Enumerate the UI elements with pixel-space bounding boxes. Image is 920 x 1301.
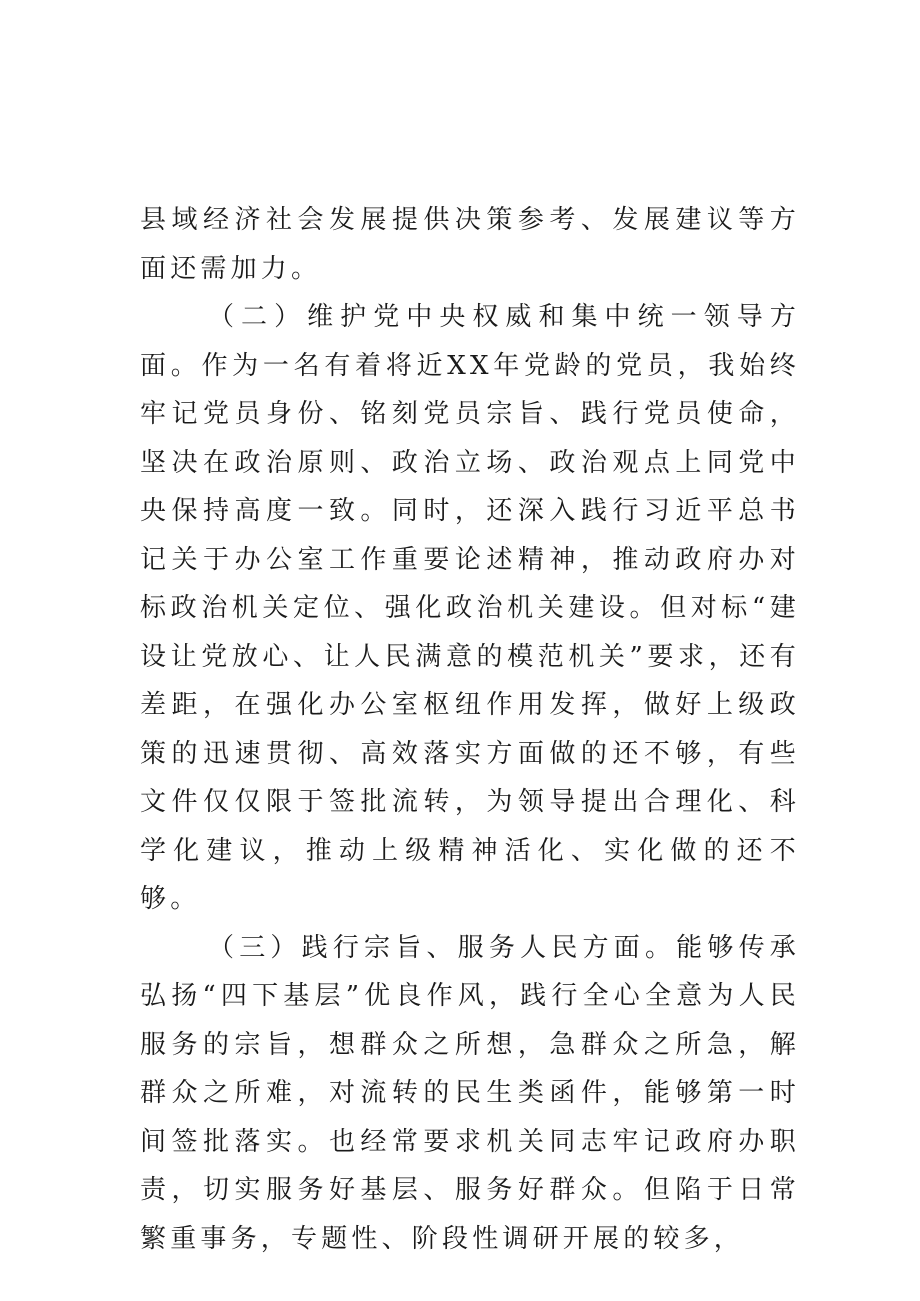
paragraph-section-3: （三）践行宗旨、服务人民方面。能够传承弘扬“四下基层”优良作风，践行全心全意为人民服务的宗旨，想群众之所想，急群众之所急，解群众之所难，对流转的民生类函件，能够第一时间签批落实。也经常要求机关同志牢记政府办职责，切实服务好基层、服务好群众。但陷于日常繁重事务，专题性、阶段性调研开展的较多， <box>140 932 800 1254</box>
paragraph-section-2: （二）维护党中央权威和集中统一领导方面。作为一名有着将近XX年党龄的党员，我始终牢记党员身份、铭刻党员宗旨、践行党员使命，坚决在政治原则、政治立场、政治观点上同党中央保持高度一致。同时，还深入践行习近平总书记关于办公室工作重要论述精神，推动政府办对标政治机关定位、强化政治机关建设。但对标“建设让党放心、让人民满意的模范机关”要求，还有差距，在强化办公室枢纽作用发挥，做好上级政策的迅速贯彻、高效落实方面做的还不够，有些文件仅仅限于签批流转，为领导提出合理化、科学化建议，推动上级精神活化、实化做的还不够。 <box>140 302 800 914</box>
document-body <box>140 196 800 1263</box>
paragraph-continuation: 县域经济社会发展提供决策参考、发展建议等方面还需加力。 <box>140 205 800 284</box>
